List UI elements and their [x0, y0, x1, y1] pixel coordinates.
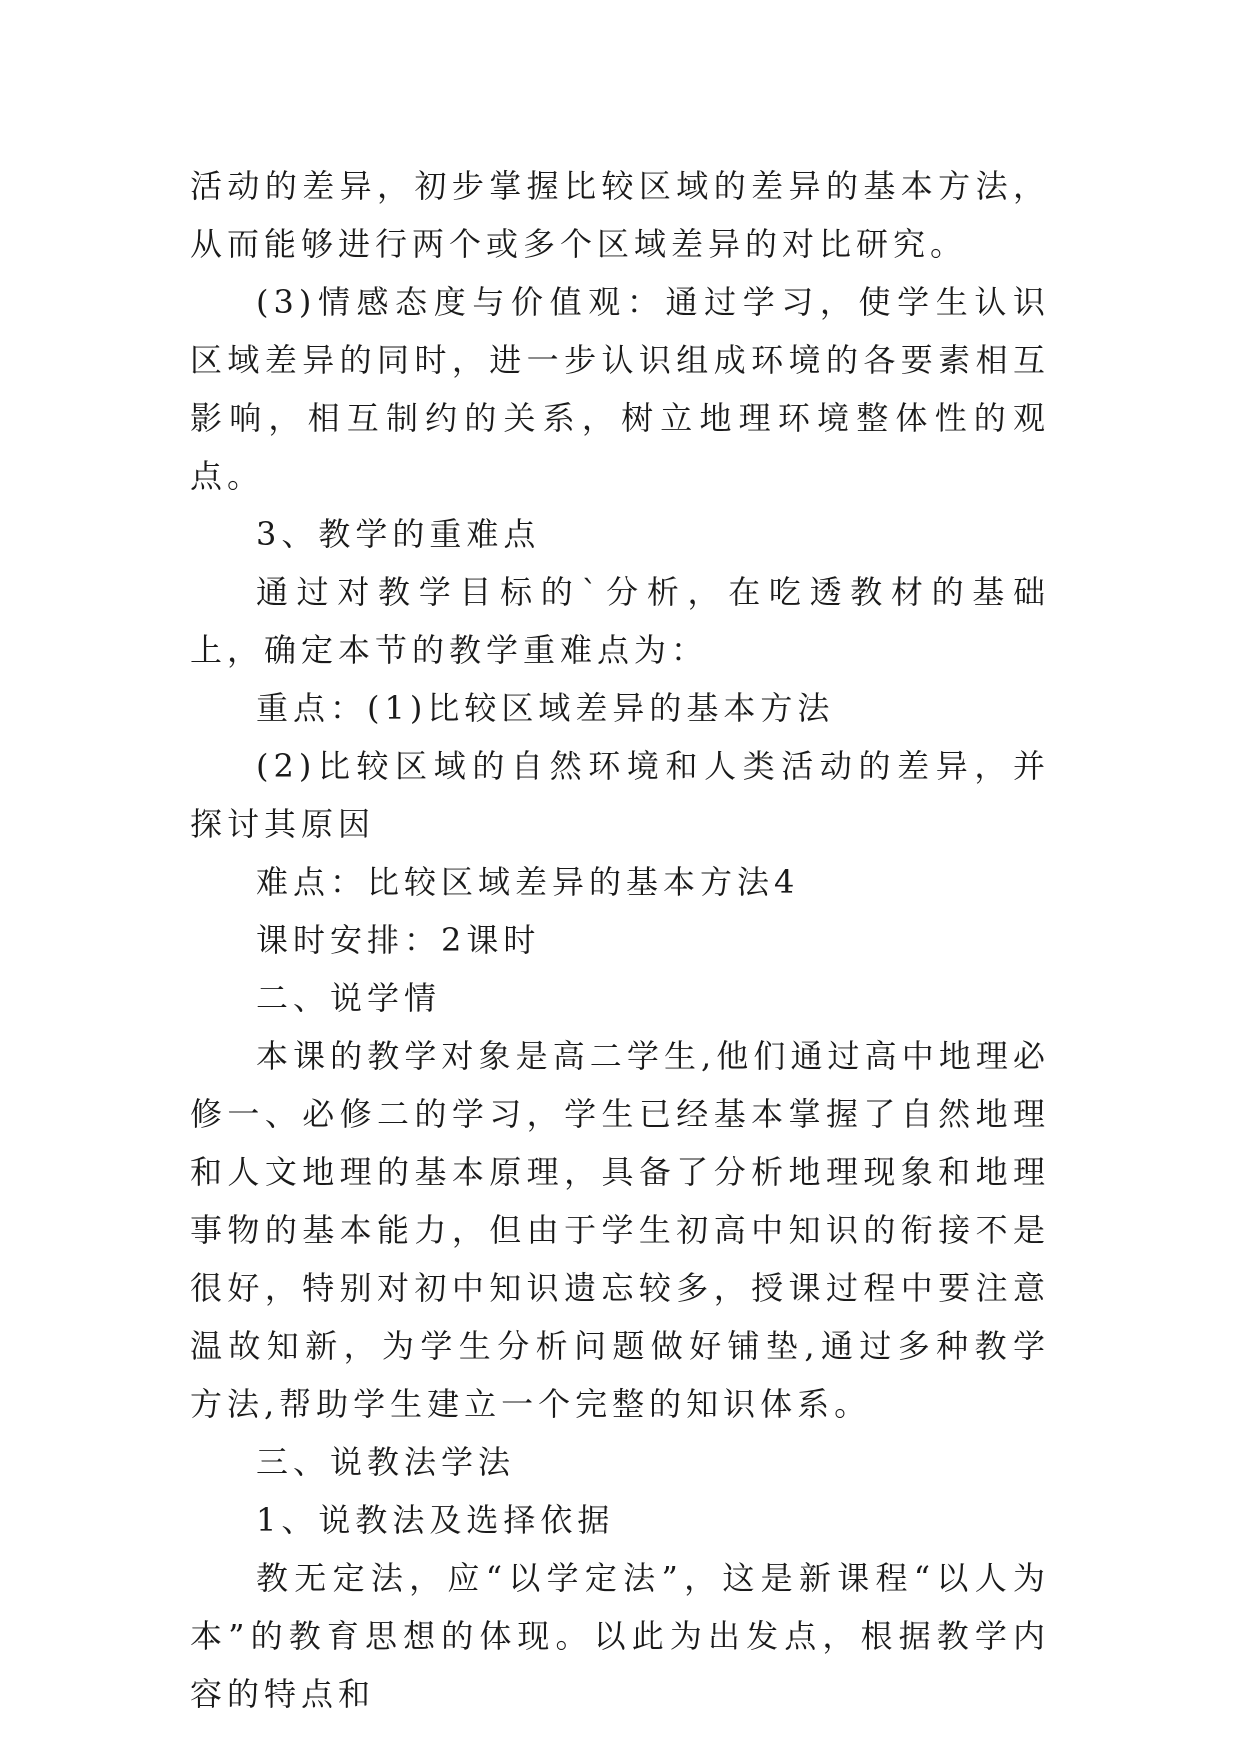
paragraph-method-basis: 教无定法，应“以学定法”，这是新课程“以人为本”的教育思想的体现。以此为出发点，根据教学内容的特点和	[190, 1559, 1050, 1713]
document-body	[190, 157, 1050, 1723]
paragraph-key-point-2: (2)比较区域的自然环境和人类活动的差异，并探讨其原因	[190, 747, 1050, 843]
paragraph-emotion-values: (3)情感态度与价值观：通过学习，使学生认识区域差异的同时，进一步认识组成环境的各要素相互影响，相互制约的关系，树立地理环境整体性的观点。	[190, 283, 1050, 495]
paragraph-continuation: 活动的差异，初步掌握比较区域的差异的基本方法，从而能够进行两个或多个区域差异的对比研究。	[190, 167, 1050, 263]
paragraph-class-hours: 课时安排：2课时	[256, 921, 541, 959]
paragraph-key-point-1: 重点：(1)比较区域差异的基本方法	[256, 689, 835, 727]
heading-method-basis: 1、说教法及选择依据	[256, 1501, 615, 1539]
paragraph-learning-situation: 本课的教学对象是高二学生,他们通过高中地理必修一、必修二的学习，学生已经基本掌握了自然地理和人文地理的基本原理，具备了分析地理现象和地理事物的基本能力，但由于学生初高中知识的衔接不是很好，特别对初中知识遗忘较多，授课过程中要注意温故知新，为学生分析问题做好铺垫,通过多种教学方法,帮助学生建立一个完整的知识体系。	[190, 1037, 1050, 1423]
paragraph-difficult-point: 难点：比较区域差异的基本方法4	[256, 863, 800, 901]
heading-learning-situation: 二、说学情	[256, 979, 442, 1017]
paragraph-analysis: 通过对教学目标的`分析，在吃透教材的基础上，确定本节的教学重难点为：	[190, 573, 1050, 669]
heading-teaching-methods: 三、说教法学法	[256, 1443, 516, 1481]
heading-key-difficult-points: 3、教学的重难点	[256, 515, 541, 553]
